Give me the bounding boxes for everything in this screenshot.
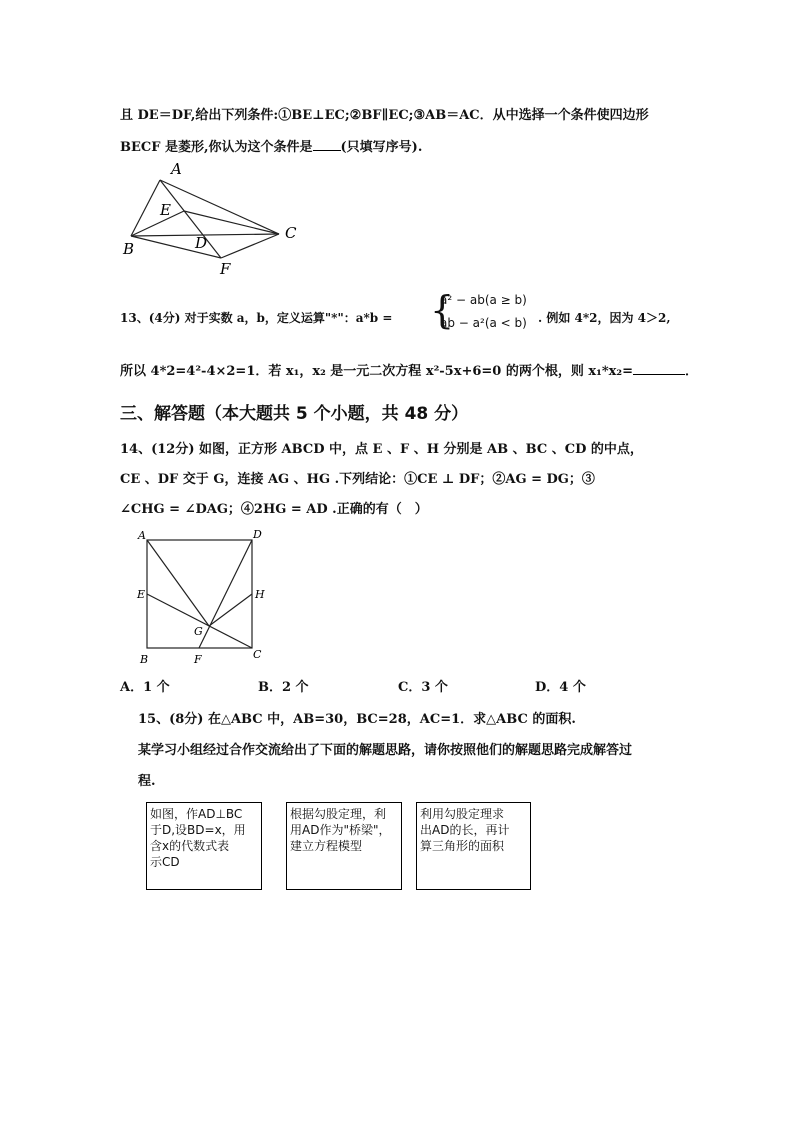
q14-line2: CE 、DF 交于 G，连接 AG 、HG .下列结论：①CE ⊥ DF；②AG = DG；③ [120,472,595,487]
q14-line1: 14、(12分) 如图，正方形 ABCD 中，点 E 、F 、H 分别是 AB 、BC 、CD 的中点， [120,442,643,457]
q13-line2 [120,360,698,379]
q13-line2b: ． [684,364,698,379]
q14-label-C: C [253,648,262,661]
q15-line2: 某学习小组经过合作交流给出了下面的解题思路，请你按照他们的解题思路完成解答过 [138,743,633,758]
q12-figure [115,158,315,278]
q14-label-H: H [255,588,265,601]
q15-line3: 程. [138,774,156,789]
q14-label-A: A [138,529,146,542]
q13-suffix: . 例如 4*2，因为 4＞2, [538,311,671,325]
q14-label-F: F [194,653,202,666]
q12-label-F: F [220,260,231,278]
q12-line2a: BECF 是菱形,你认为这个条件是 [120,140,313,155]
section3-title: 三、解答题（本大题共 5 个小题，共 48 分） [120,404,469,424]
q13-case1: a² − ab(a ≥ b) [440,293,527,307]
q15-hint-box-2: 根据勾股定理，利 用AD作为"桥梁"， 建立方程模型 [286,802,402,890]
q14-option-b[interactable]: B．2 个 [258,680,309,695]
q12-line2b: (只填写序号). [340,140,423,155]
q14-option-c[interactable]: C．3 个 [398,680,448,695]
q13-brace: { [430,288,455,332]
q14-label-G: G [194,625,203,638]
q13-case2: ab − a²(a < b) [440,316,527,330]
q14-figure [133,525,278,670]
q12-label-C: C [285,224,297,242]
q14-option-d[interactable]: D．4 个 [535,680,586,695]
q15-hint-box-3: 利用勾股定理求 出AD的长，再计 算三角形的面积 [416,802,531,890]
q12-answer-blank [313,138,341,151]
q14-option-a[interactable]: A．1 个 [120,680,170,695]
q12-line2 [120,136,422,155]
q14-line3: ∠CHG = ∠DAG；④2HG = AD .正确的有（ ） [120,502,428,517]
q12-line1: 且 DE＝DF,给出下列条件:①BE⊥EC;②BF∥EC;③AB＝AC．从中选择一个条件使四边形 [120,108,649,123]
q12-label-A: A [171,160,182,178]
q14-label-B: B [140,653,149,666]
q13-line2a: 所以 4*2=4²-4×2=1．若 x₁，x₂ 是一元二次方程 x²-5x+6=0 的两个根，则 x₁*x₂= [120,364,633,379]
q14-label-D: D [253,528,262,541]
q12-label-B: B [123,240,135,258]
q14-label-E: E [137,588,146,601]
q13-answer-blank [633,362,685,375]
q15-line1: 15、(8分) 在△ABC 中，AB=30，BC=28，AC=1．求△ABC 的面积. [138,712,576,727]
q12-label-D: D [195,234,208,252]
q12-label-E: E [160,201,171,219]
q15-hint-box-1: 如图，作AD⊥BC 于D,设BD=x，用 含x的代数式表 示CD [146,802,262,890]
q13-prefix: 13、(4分) 对于实数 a，b，定义运算"*"：a*b = [120,311,393,325]
